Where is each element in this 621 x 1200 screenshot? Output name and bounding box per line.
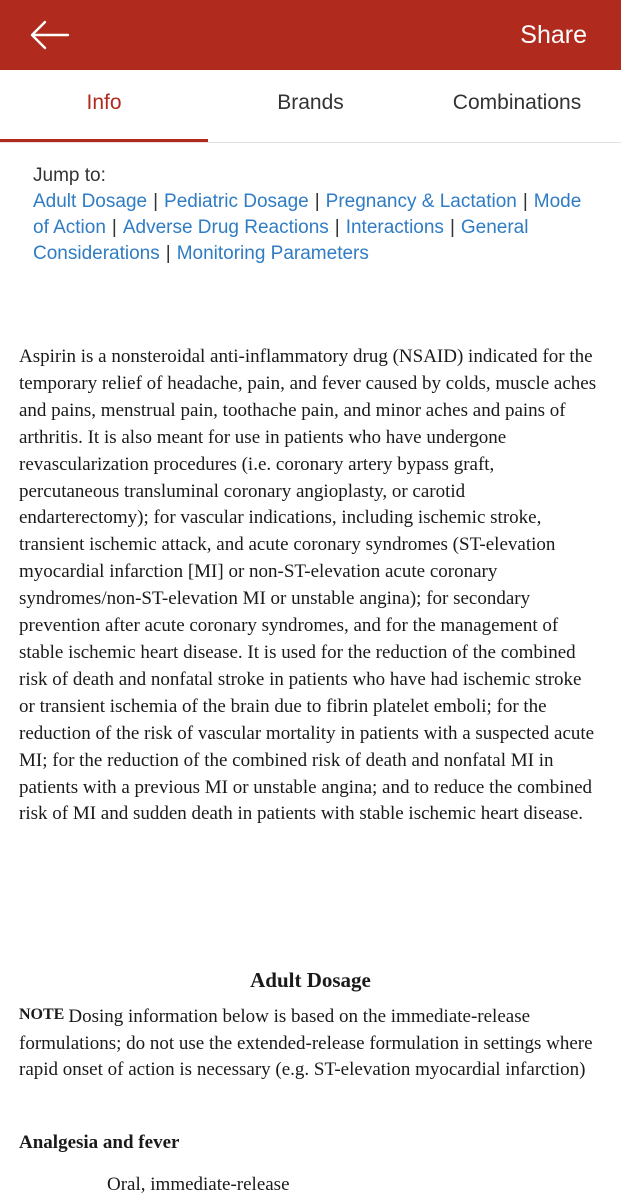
separator: | (314, 191, 320, 212)
separator: | (165, 243, 171, 264)
drug-info-content (19, 344, 599, 828)
jump-link-adverse-drug-reactions[interactable]: Adverse Drug Reactions (122, 217, 329, 238)
intro-paragraph: Aspirin is a nonsteroidal anti-inflammatory drug (NSAID) indicated for the temporary relief of headache, pain, and fever caused by colds, muscle aches and pains, menstrual pain, toothache pain, and minor aches and pains of arthritis. It is also meant for use in patients who have undergone revascularization procedures (i.e. coronary artery bypass graft, percutaneous transluminal coronary angioplasty, or carotid endarterectomy); for vascular indications, including ischemic stroke, transient ischemic attack, and acute coronary syndromes (ST-elevation myocardial infarction [MI] or non-ST-elevation acute coronary syndromes/non-ST-elevation MI or unstable angina); for secondary prevention after acute coronary syndromes, and for the management of stable ischemic heart disease. It is used for the reduction of the combined risk of death and nonfatal stroke in patients who have had ischemic stroke or transient ischemia of the brain due to fibrin platelet emboli; for the reduction of the risk of vascular mortality in patients with a suspected acute MI; for the reduction of the combined risk of death and nonfatal MI in patients with a previous MI or unstable angina; and to reduce the combined risk of MI and sudden death in patients with stable ischemic heart disease. (19, 346, 597, 825)
tab-bar (0, 70, 621, 143)
tab-info[interactable]: Info (86, 91, 122, 114)
tab-brands[interactable]: Brands (277, 91, 344, 114)
dosing-note (19, 1002, 604, 1084)
note-text: Dosing information below is based on the immediate-release formulations; do not use the extended-release formulation in settings where rapid onset of action is necessary (e.g. ST-elevation myocardial infarction) (19, 1006, 593, 1080)
arrow-left-icon (28, 18, 72, 52)
jump-link-monitoring-parameters[interactable]: Monitoring Parameters (176, 243, 369, 264)
section-title-adult-dosage: Adult Dosage (250, 968, 371, 992)
subheading-analgesia-fever: Analgesia and fever (19, 1132, 180, 1153)
separator: | (153, 191, 159, 212)
jump-links (33, 189, 593, 267)
separator: | (111, 217, 117, 238)
jump-link-adult-dosage[interactable]: Adult Dosage (33, 191, 148, 212)
app-header (0, 0, 621, 70)
separator: | (449, 217, 455, 238)
jump-link-pediatric-dosage[interactable]: Pediatric Dosage (164, 191, 309, 212)
back-button[interactable] (28, 18, 72, 52)
jump-to-nav (33, 163, 593, 267)
jump-link-general-considerations[interactable]: General Considerations (33, 217, 529, 264)
jump-link-interactions[interactable]: Interactions (345, 217, 444, 238)
jump-link-mode-of-action[interactable]: Mode of Action (33, 191, 582, 238)
jump-to-label: Jump to: (33, 165, 106, 186)
separator: | (522, 191, 528, 212)
share-button[interactable]: Share (520, 21, 587, 49)
jump-link-pregnancy-lactation[interactable]: Pregnancy & Lactation (325, 191, 517, 212)
tab-combinations[interactable]: Combinations (452, 91, 582, 114)
note-label: NOTE (19, 1006, 65, 1023)
active-tab-indicator (0, 139, 208, 142)
route-label: Oral, immediate-release (107, 1174, 290, 1195)
separator: | (334, 217, 340, 238)
